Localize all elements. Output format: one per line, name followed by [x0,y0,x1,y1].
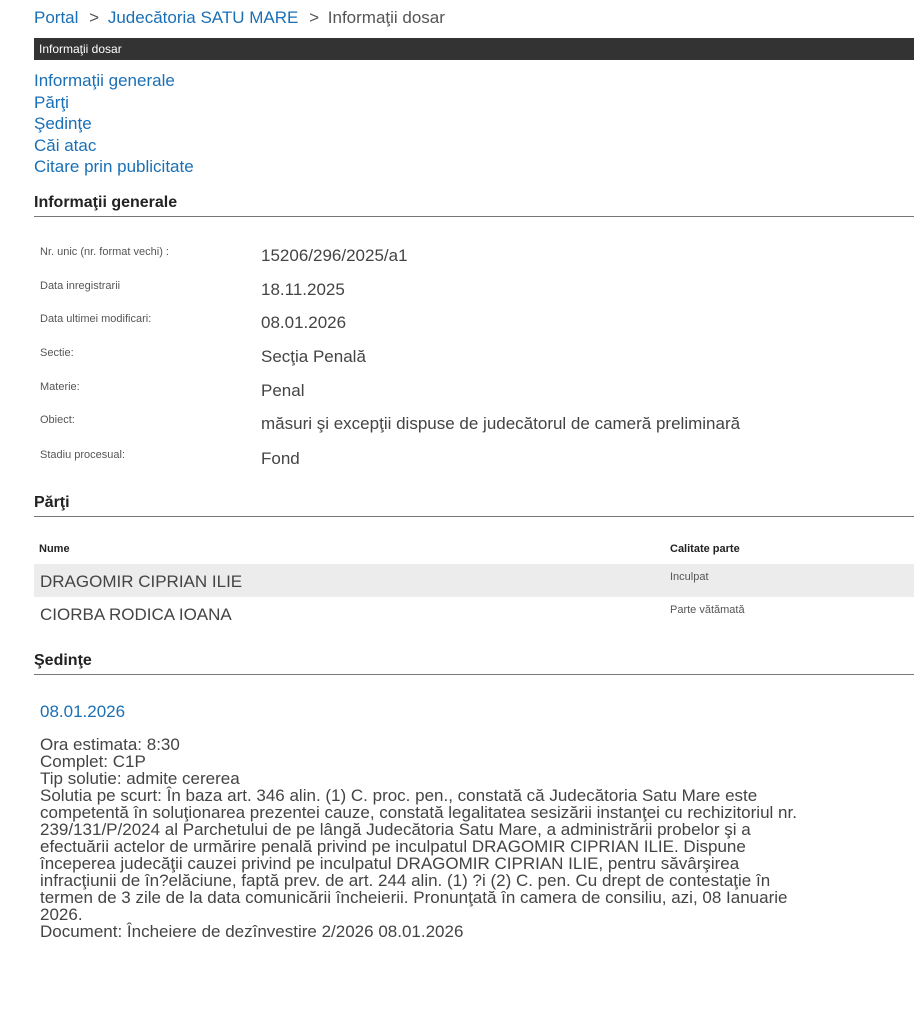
breadcrumb-current: Informaţii dosar [327,8,445,27]
breadcrumb [34,8,445,28]
page-title-bar: Informaţii dosar [34,38,914,60]
section-heading-informatii-generale: Informaţii generale [34,194,914,217]
sedinta-solutie-line: competentă în soluţionarea prezentei cauze, constată legalitatea sesizării instanţei cu rechizitoriul nr. [40,803,797,822]
section-heading-parti: Părţi [34,494,914,517]
info-label: Materie: [40,381,80,393]
info-value: Fond [261,449,300,468]
party-name: CIORBA RODICA IOANA [40,605,232,624]
info-row-data-ultimei-modificari [40,313,910,347]
info-row-obiect [40,414,910,448]
info-label: Obiect: [40,414,75,426]
breadcrumb-court-link[interactable]: Judecătoria SATU MARE [107,8,299,27]
party-name: DRAGOMIR CIPRIAN ILIE [40,572,243,591]
breadcrumb-portal-link[interactable]: Portal [34,8,79,27]
nav-link-cai-atac[interactable]: Căi atac [34,135,97,155]
column-header-nume: Nume [39,543,70,555]
info-value: 15206/296/2025/a1 [261,246,408,265]
sedinta-details [40,736,914,940]
info-row-data-inregistrarii [40,280,910,314]
info-row-materie [40,381,910,415]
breadcrumb-separator: > [89,8,100,27]
info-value: Secţia Penală [261,347,366,366]
info-label: Stadiu procesual: [40,449,125,461]
section-nav [34,70,194,178]
info-value: 08.01.2026 [261,313,347,332]
info-label: Data ultimei modificari: [40,313,152,325]
sedinta-date: 08.01.2026 [40,702,126,721]
info-value: Penal [261,381,305,400]
sedinta-document: Document: Încheiere de dezînvestire 2/2026 08.01.2026 [40,922,464,941]
sedinta-solutie-line: infracţiunii de în?elăciune, faptă prev. de art. 244 alin. (1) ?i (2) C. pen. Cu drept de contestaţie în [40,871,771,890]
info-value: 18.11.2025 [261,280,345,299]
nav-link-informatii-generale[interactable]: Informaţii generale [34,71,175,90]
sedinta-solutie-line: 239/131/P/2024 al Parchetului de pe lângă Judecătoria Satu Mare, a administrării probelor şi a [40,820,751,839]
info-label: Sectie: [40,347,74,359]
info-row-sectie [40,347,910,381]
sedinta-solutie-line: 2026. [40,905,83,924]
sedinta-solutie-line: efectuării actelor de urmărire penală privind pe inculpatul DRAGOMIR CIPRIAN ILIE. Dispune [40,837,746,856]
info-value: măsuri şi excepţii dispuse de judecătorul de cameră preliminară [261,414,741,433]
table-row [34,597,914,630]
sedinta-ora: Ora estimata: 8:30 [40,735,180,754]
sedinta-tip-solutie: Tip solutie: admite cererea [40,769,240,788]
sedinta-complet: Complet: C1P [40,752,146,771]
info-label: Data inregistrarii [40,280,121,292]
section-heading-sedinte: Şedinţe [34,652,914,675]
info-label: Nr. unic (nr. format vechi) : [40,246,169,258]
nav-link-sedinte[interactable]: Şedinţe [34,114,92,133]
column-header-calitate-parte: Calitate parte [670,543,740,555]
sedinta-solutie-line: începerea judecăţii cauzei privind pe inculpatul DRAGOMIR CIPRIAN ILIE, pentru săvârşirea [40,854,740,873]
breadcrumb-separator: > [309,8,320,27]
sedinta-solutie-line: termen de 3 zile de la data comunicării încheierii. Pronunţată în camera de consiliu, azi, 08 Ianuarie [40,888,788,907]
table-row [34,564,914,597]
nav-link-parti[interactable]: Părţi [34,92,69,112]
parti-table-header [34,543,914,563]
sedinta-solutie-line: Solutia pe scurt: În baza art. 346 alin. (1) C. proc. pen., constată că Judecătoria Satu Mare este [40,786,758,805]
party-role: Parte vătămată [670,604,745,616]
info-row-stadiu-procesual [40,449,910,483]
party-role: Inculpat [670,571,709,583]
info-row-nr-unic [40,246,910,280]
nav-link-citare-prin-publicitate[interactable]: Citare prin publicitate [34,157,194,176]
